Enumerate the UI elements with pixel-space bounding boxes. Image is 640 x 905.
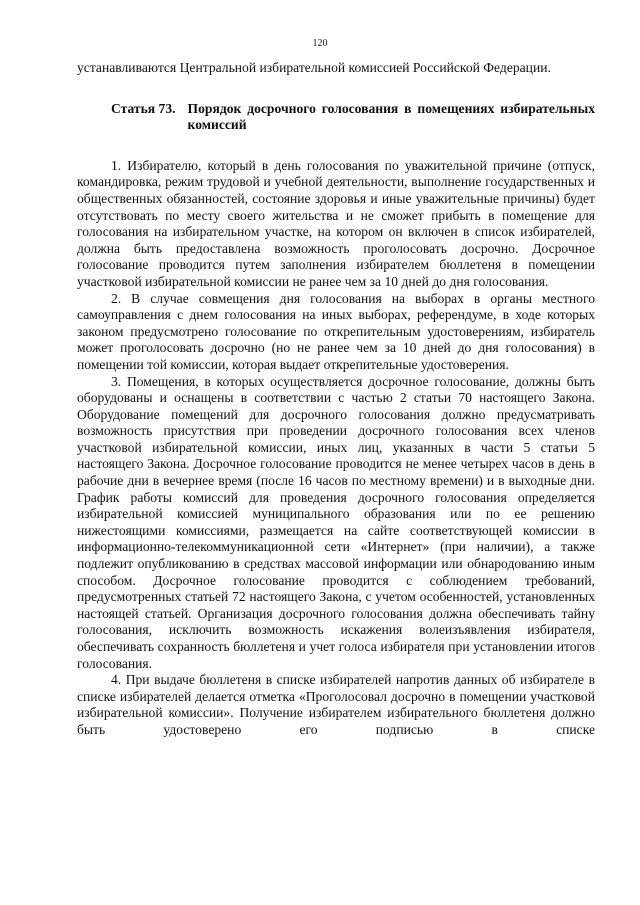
document-body bbox=[77, 60, 595, 739]
paragraph-3: 3. Помещения, в которых осуществляется досрочное голосование, должны быть оборудованы и оснащены в соответствии с частью 2 статьи 70 настоящего Закона. Оборудование помещений для досрочного голосования должно предусматривать возможность присутствия при проведении досрочного голосования всех членов участковой избирательной комиссии, иных лиц, указанных в части 5 статьи 5 настоящего Закона. Досрочное голосование проводится не менее четырех часов в день в рабочие дни в вечернее время (после 16 часов по местному времени) и в выходные дни. График работы комиссий для проведения досрочного голосования определяется избирательной комиссией муниципального образования или по ее решению нижестоящими комиссиями, размещается на сайте соответствующей комиссии в информационно-телекоммуникационной сети «Интернет» (при наличии), а также подлежит опубликованию в средствах массовой информации или обнародованию иным способом. Досрочное голосование проводится с соблюдением требований, предусмотренных статьей 72 настоящего Закона, с учетом особенностей, установленных настоящей статьей. Организация досрочного голосования должна обеспечивать тайну голосования, исключить возможность искажения волеизъявления избирателя, обеспечивать сохранность бюллетеня и учет голоса избирателя при установлении итогов голосования. bbox=[77, 373, 595, 671]
article-header bbox=[77, 101, 595, 134]
paragraph-4: 4. При выдаче бюллетеня в списке избирателей напротив данных об избирателе в списке избирателей делается отметка «Проголосовал досрочно в помещении участковой избирательной комиссии». Получение избирателем избирательного бюллетеня должно быть удостоверено его подписью в списке bbox=[77, 672, 595, 737]
paragraph-2: 2. В случае совмещения дня голосования на выборах в органы местного самоуправления с днем голосования на иных выборах, референдуме, в ходе которых законом предусмотрено голосование по открепительным удостоверениям, избиратель может проголосовать досрочно (но не ранее чем за 10 дней до дня голосования) в помещении той комиссии, которая выдает открепительные удостоверения. bbox=[77, 290, 595, 372]
paragraph-1: 1. Избирателю, который в день голосования по уважительной причине (отпуск, командировка, режим трудовой и учебной деятельности, выполнение государственных и общественных обязанностей, состояние здоровья и иные уважительные причины) будет отсутствовать по месту своего жительства и не сможет прибыть в помещение для голосования на избирательном участке, на котором он включен в список избирателей, должна быть предоставлена возможность проголосовать досрочно. Досрочное голосование проводится путем заполнения избирателем бюллетеня в помещении участковой избирательной комиссии не ранее чем за 10 дней до дня голосования. bbox=[77, 157, 595, 289]
intro-text: устанавливаются Центральной избирательной комиссией Российской Федерации. bbox=[77, 60, 551, 75]
article-number: Статья 73. bbox=[111, 100, 176, 116]
page-number: 120 bbox=[312, 38, 328, 49]
article-title: Порядок досрочного голосования в помещениях избирательных комиссий bbox=[187, 100, 595, 133]
